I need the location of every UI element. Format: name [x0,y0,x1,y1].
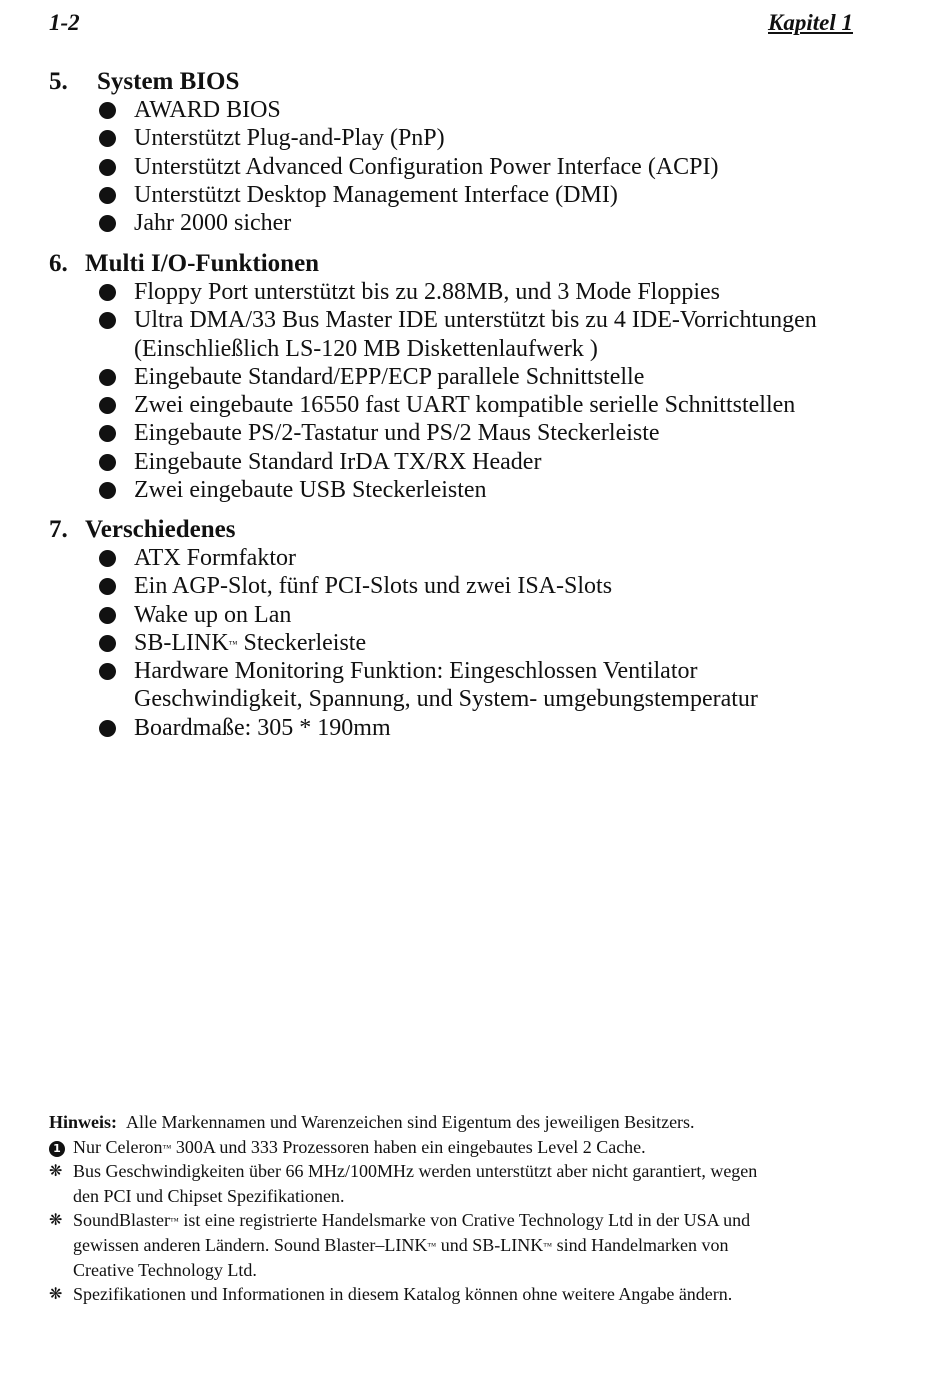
list-item: Ein AGP-Slot, fünf PCI-Slots und zwei ISA-Slots [49,572,909,600]
trademark-symbol: ™ [543,1240,553,1251]
list-item: Unterstützt Plug-and-Play (PnP) [49,124,909,152]
section-multi-io [49,250,909,504]
asterisk-icon: ❋ [49,1210,63,1230]
list-item-continuation: (Einschließlich LS-120 MB Diskettenlaufwerk ) [134,335,598,362]
list-item: Zwei eingebaute 16550 fast UART kompatible serielle Schnittstellen [49,391,909,419]
list-item: SB-LINK™ Steckerleiste [49,629,909,657]
chapter-title: Kapitel 1 [768,10,853,35]
list-item: AWARD BIOS [49,96,909,124]
bullet-icon [99,397,116,414]
section-heading [49,68,909,96]
asterisk-icon: ❋ [49,1284,63,1304]
bullet-icon [99,159,116,176]
section-title: System BIOS [97,68,240,95]
list-item: Eingebaute Standard/EPP/ECP parallele Schnittstelle [49,363,909,391]
trademark-symbol: ™ [170,1216,179,1227]
bullet-icon [99,454,116,471]
section-number: 7. [49,516,68,543]
list-item: Hardware Monitoring Funktion: Eingeschlossen Ventilator [49,657,909,685]
bullet-icon [99,369,116,386]
section-title: Verschiedenes [85,516,236,543]
number-one-circle-icon: 1 [49,1135,69,1160]
section-number: 5. [49,68,68,95]
section-system-bios [49,68,909,237]
bullet-icon [99,578,116,595]
trademark-symbol: ™ [162,1142,172,1153]
trademark-symbol: ™ [228,638,238,649]
bullet-icon [99,102,116,119]
list-item: Ultra DMA/33 Bus Master IDE unterstützt bis zu 4 IDE-Vorrichtungen [49,306,909,334]
list-item: Unterstützt Desktop Management Interface (DMI) [49,181,909,209]
note-bus-speed: ❋ Bus Geschwindigkeiten über 66 MHz/100MHz werden unterstützt aber nicht garantiert, wegen den PCI und Chipset Spezifikationen. [49,1161,758,1206]
bullet-icon [99,720,116,737]
bullet-list [49,96,909,237]
section-number: 6. [49,250,68,277]
list-item: Zwei eingebaute USB Steckerleisten [49,476,909,504]
bullet-icon [99,425,116,442]
bullet-icon [99,215,116,232]
list-item: Eingebaute Standard IrDA TX/RX Header [49,448,909,476]
footnotes [49,1110,869,1307]
bullet-icon [99,663,116,680]
page-number: 1-2 [49,10,80,35]
list-item: Floppy Port unterstützt bis zu 2.88MB, und 3 Mode Floppies [49,278,909,306]
bullet-icon [99,187,116,204]
note-soundblaster: ❋ SoundBlaster™ ist eine registrierte Handelsmarke von Crative Technology Ltd in der USA und gewissen anderen Ländern. Sound Blaster–LINK™ und SB-LINK™ sind Handelmarken von Creative Technology Ltd. [49,1210,751,1280]
note-intro: Hinweis: Alle Markennamen und Warenzeichen sind Eigentum des jeweiligen Besitzers. [49,1112,695,1132]
asterisk-icon: ❋ [49,1161,63,1181]
list-item: Boardmaße: 305 * 190mm [49,714,909,742]
bullet-icon [99,130,116,147]
bullet-list [49,544,909,742]
list-item: Wake up on Lan [49,601,909,629]
bullet-icon [99,312,116,329]
note-label: Hinweis: [49,1112,118,1132]
bullet-list [49,278,909,504]
list-item: Unterstützt Advanced Configuration Power Interface (ACPI) [49,153,909,181]
bullet-icon [99,482,116,499]
section-heading [49,250,909,278]
list-item: Eingebaute PS/2-Tastatur und PS/2 Maus Steckerleiste [49,419,909,447]
list-item: Jahr 2000 sicher [49,209,909,237]
section-heading [49,516,909,544]
bullet-icon [99,635,116,652]
note-celeron: 1 Nur Celeron™ 300A und 333 Prozessoren haben ein eingebautes Level 2 Cache. [49,1135,869,1160]
list-item: ATX Formfaktor [49,544,909,572]
note-specifications: ❋ Spezifikationen und Informationen in diesem Katalog können ohne weitere Angabe ändern. [49,1282,869,1307]
bullet-icon [99,550,116,567]
bullet-icon [99,607,116,624]
list-item-continuation: Geschwindigkeit, Spannung, und System- umgebungstemperatur [134,686,758,713]
section-verschiedenes [49,516,909,742]
section-title: Multi I/O-Funktionen [85,250,320,277]
trademark-symbol: ™ [427,1240,437,1251]
bullet-icon [99,284,116,301]
